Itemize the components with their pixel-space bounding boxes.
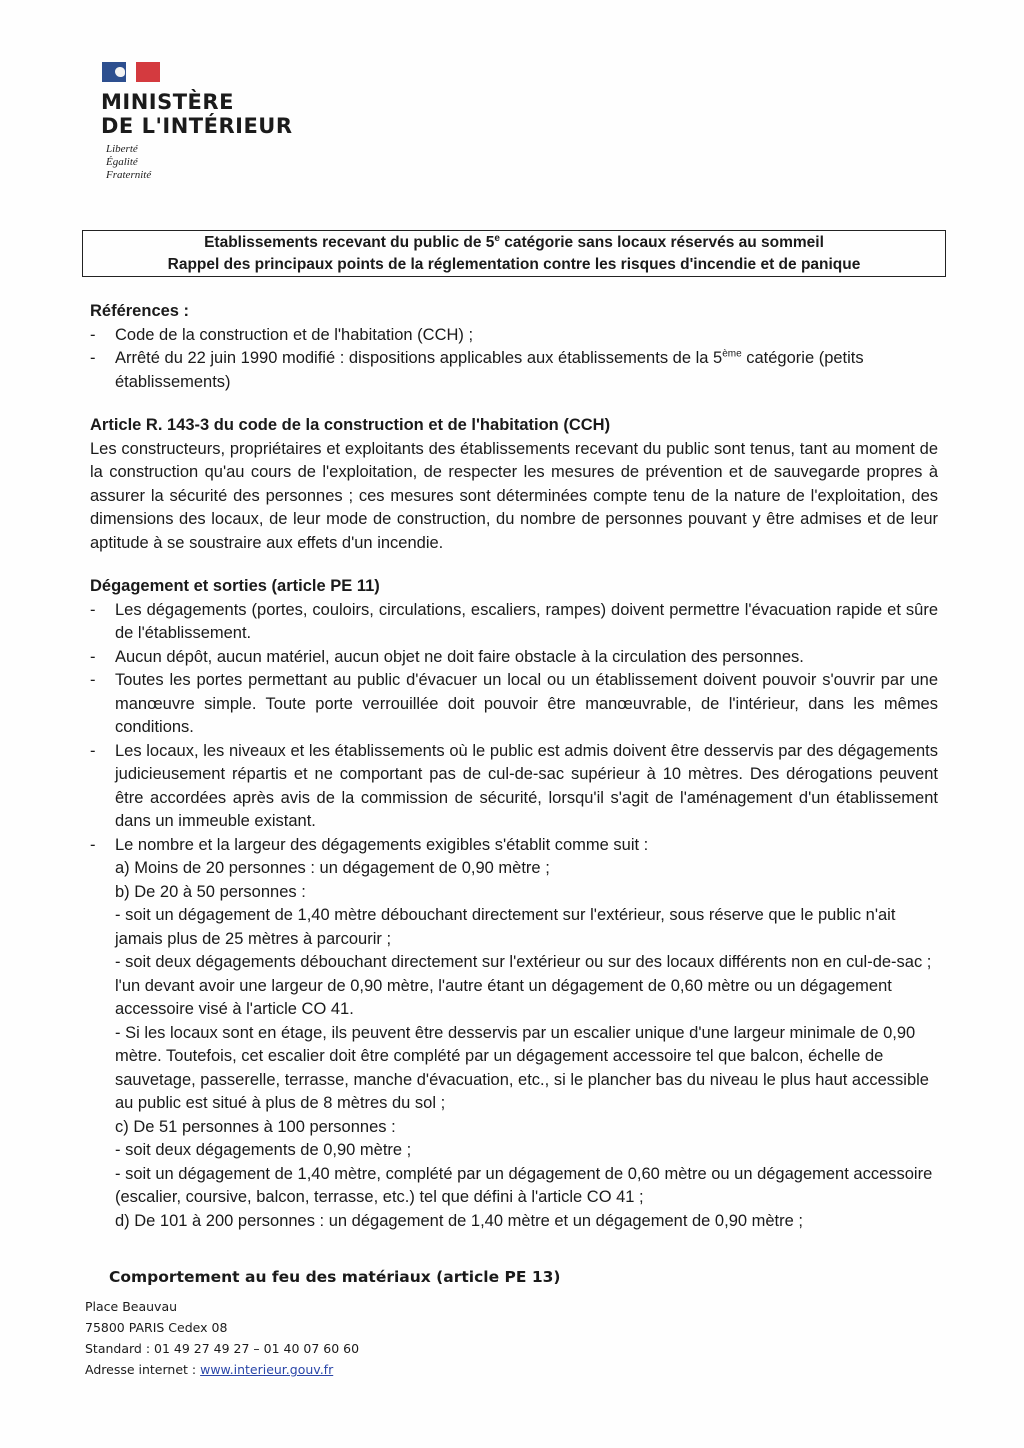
rule-line: a) Moins de 20 personnes : un dégagement de 0,90 mètre ; [115,859,550,877]
article-heading: Article R. 143-3 du code de la construction et de l'habitation (CCH) [90,416,611,434]
degagement-section [90,575,938,1233]
document-body [90,300,938,1253]
address-line-2: 75800 PARIS Cedex 08 [85,1320,228,1335]
list-item: - Code de la construction et de l'habitation (CCH) ; [90,325,474,344]
materials-heading: Comportement au feu des matériaux (article PE 13) [109,1268,561,1286]
rule-line: b) De 20 à 50 personnes : [115,882,306,901]
website-link[interactable]: www.interieur.gouv.fr [200,1362,334,1377]
rule-line: c) De 51 personnes à 100 personnes : [115,1117,396,1136]
degagement-heading: Dégagement et sorties (article PE 11) [90,577,380,595]
document-title-box [82,230,946,277]
list-item: - Arrêté du 22 juin 1990 modifié : dispositions applicables aux établissements de la 5ème catégorie (petits établissements) [90,348,864,391]
phone-line: Standard : 01 49 27 49 27 – 01 40 07 60 60 [85,1341,360,1356]
republic-motto: Liberté Égalité Fraternité [106,143,152,181]
list-item: - Le nombre et la largeur des dégagements exigibles s'établit comme suit : [90,835,649,854]
list-item: - Aucun dépôt, aucun matériel, aucun objet ne doit faire obstacle à la circulation des personnes. [90,647,804,666]
references-section [90,300,938,394]
title-line-2: Rappel des principaux points de la réglementation contre les risques d'incendie et de panique [167,256,861,273]
ministry-logo [102,62,293,182]
rule-line: - Si les locaux sont en étage, ils peuvent être desservis par un escalier unique d'une largeur minimale de 0,90 mètre. Toutefois, cet escalier doit être complété par un dégagement accessoire tel que balcon, échelle de sauvetage, passerelle, terrasse, manche d'évacuation, etc., si le plancher bas du niveau le plus haut accessible au public est situé à plus de 8 mètres du sol ; [115,1023,929,1112]
article-r143-section [90,414,938,555]
list-item: - Les dégagements (portes, couloirs, circulations, escaliers, rampes) doivent permettre l'évacuation rapide et sûre de l'établissement. [90,600,938,642]
list-item: - Toutes les portes permettant au public d'évacuer un local ou un établissement doivent pouvoir s'ouvrir par une manœuvre simple. Toute porte verrouillée doit pouvoir être manœuvrable, de l'intérieur, dans les mêmes conditions. [90,671,938,736]
title-line-1: Etablissements recevant du public de 5e catégorie sans locaux réservés au sommeil [204,232,824,251]
ministry-name: MINISTÈRE DE L'INTÉRIEUR [101,90,293,138]
address-line-1: Place Beauvau [85,1299,178,1314]
list-item: - Les locaux, les niveaux et les établissements où le public est admis doivent être desservis par des dégagements judicieusement répartis et ne comportant pas de cul-de-sac supérieur à 10 mètres. Des dérogations peuvent être accordées après avis de la commission de sécurité, lorsqu'il s'agit de l'aménagement d'un établissement dans un immeuble existant. [90,741,938,830]
rule-line: - soit un dégagement de 1,40 mètre, complété par un dégagement de 0,60 mètre ou un dégagement accessoire (escalier, coursive, balcon, terrasse, etc.) tel que défini à l'article CO 41 ; [115,1164,933,1206]
rule-line: d) De 101 à 200 personnes : un dégagement de 1,40 mètre et un dégagement de 0,90 mètre ; [115,1211,803,1230]
web-line: Adresse internet : www.interieur.gouv.fr [85,1362,334,1377]
marianne-flag-icon [102,62,160,82]
rule-line: - soit un dégagement de 1,40 mètre débouchant directement sur l'extérieur, sous réserve que le public n'ait jamais plus de 25 mètres à parcourir ; [115,906,896,948]
footer-address [85,1296,359,1380]
rule-line: - soit deux dégagements de 0,90 mètre ; [115,1141,412,1159]
rule-line: - soit deux dégagements débouchant directement sur l'extérieur ou sur des locaux différents non en cul-de-sac ; l'un devant avoir une largeur de 0,90 mètre, l'autre étant un dégagement de 0,60 mètre ou un dégagement accessoire visé à l'article CO 41. [115,953,932,1018]
references-heading: Références : [90,302,190,320]
article-body: Les constructeurs, propriétaires et exploitants des établissements recevant du public sont tenus, tant au moment de la construction qu'au cours de l'exploitation, de respecter les mesures de prévention et de sauvegarde propres à assurer la sécurité des personnes ; ces mesures sont déterminées compte tenu de la nature de l'exploitation, des dimensions des locaux, de leur mode de construction, du nombre de personnes pouvant y être admises et de leur aptitude à se soustraire aux effets d'un incendie. [90,439,938,552]
